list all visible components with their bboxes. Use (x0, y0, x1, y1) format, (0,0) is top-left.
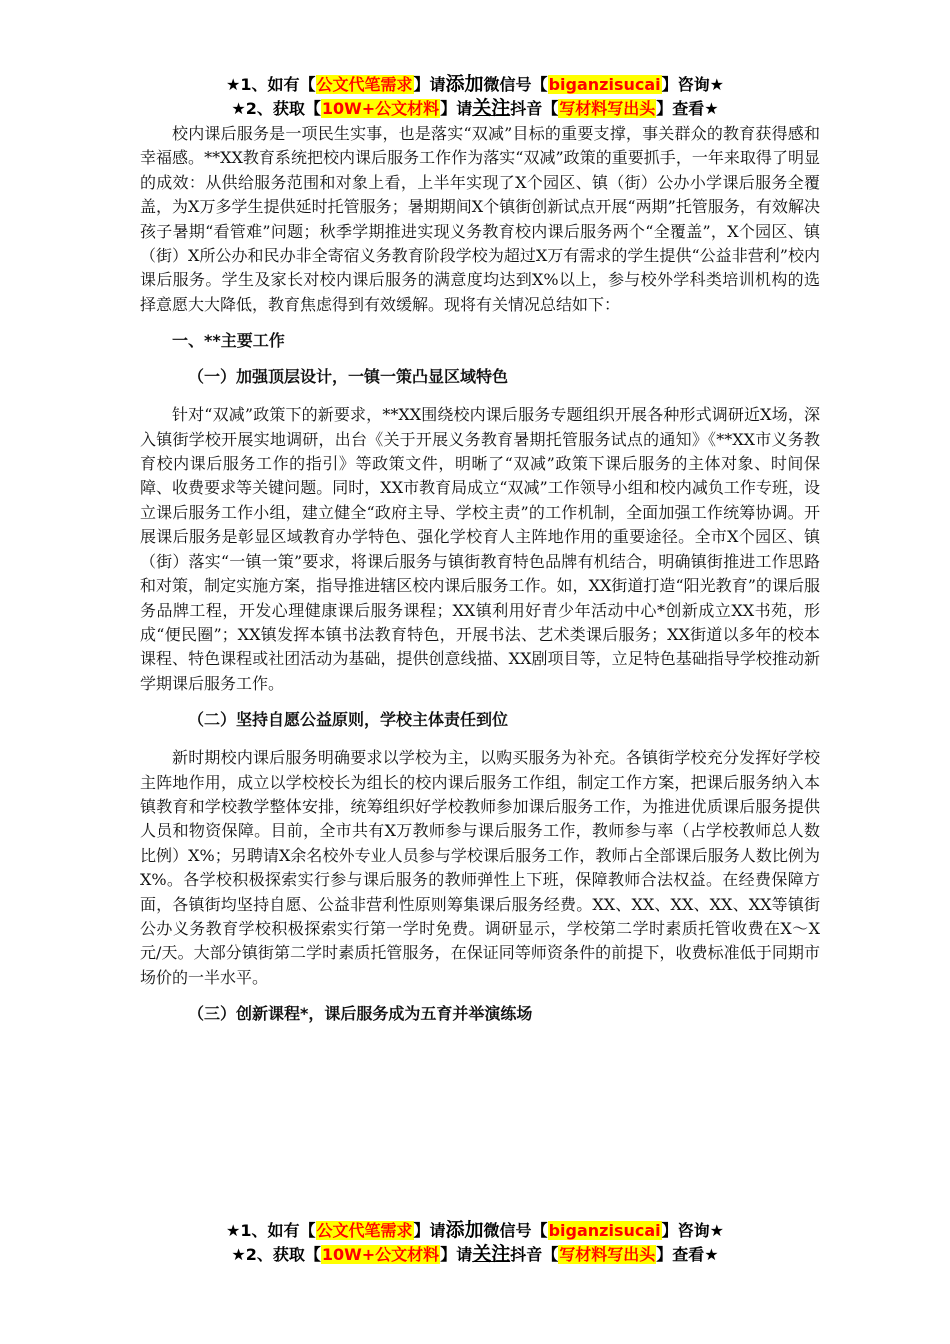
section-heading: 一、**主要工作 (172, 331, 285, 351)
subsection-heading-3: （三）创新课程*，课后服务成为五育并举演练场 (188, 1004, 533, 1024)
subsection-heading-1: （一）加强顶层设计，一镇一策凸显区域特色 (188, 367, 509, 387)
highlight-materials: 10W+公文材料 (321, 99, 440, 118)
highlight-service: 公文代笔需求 (316, 75, 413, 94)
promo-line-2: ★2、获取【10W+公文材料】请关注抖音【写材料写出头】查看★ (231, 97, 719, 119)
highlight-douyin-account: 写材料写出头 (559, 99, 656, 118)
promo-line-2-bottom: ★2、获取【10W+公文材料】请关注抖音【写材料写出头】查看★ (231, 1243, 719, 1265)
promo-line-1: ★1、如有【公文代笔需求】请添加微信号【biganzisucai】咨询★ (226, 73, 724, 95)
subsection-body-1: 针对“双减”政策下的新要求，**XX围绕校内课后服务专题组织开展各种形式调研近X场，深入镇街学校开展实地调研，出台《关于开展义务教育暑期托管服务试点的通知》《**XX市义务教育校内课后服务工作的指引》等政策文件，明晰了“双减”政策下课后服务的主体对象、时间保障、收费要求等关键问题。同时，XX市教育局成立“双减”工作领导小组和校内减负工作专班，设立课后服务工作小组，建立健全“政府主导、学校主责”的工作机制，全面加强工作统筹协调。开展课后服务是彰显区域教育办学特色、强化学校育人主阵地作用的重要途径。全市X个园区、镇（街）落实“一镇一策”要求，将课后服务与镇街教育特色品牌有机结合，明确镇街推进工作思路和对策，制定实施方案，指导推进辖区校内课后服务工作。如，XX街道打造“阳光教育”的课后服务品牌工程，开发心理健康课后服务课程；XX镇利用好青少年活动中心*创新成立XX书苑，形成“便民圈”；XX镇发挥本镇书法教育特色，开展书法、艺术类课后服务；XX街道以多年的校本课程、特色课程或社团活动为基础，提供创意线描、XX剧项目等，立足特色基础指导学校推动新学期课后服务工作。 (140, 405, 820, 693)
promo-banner-top (0, 72, 950, 120)
highlight-wechat-id: biganzisucai (548, 75, 661, 94)
intro-paragraph: 校内课后服务是一项民生实事，也是落实“双减”目标的重要支撑，事关群众的教育获得感和幸福感。**XX教育系统把校内课后服务工作作为落实“双减”政策的重要抓手，一年来取得了明显的成效：从供给服务范围和对象上看，上半年实现了X个园区、镇（街）公办小学课后服务全覆盖，为X万多学生提供延时托管服务；暑期期间X个镇街创新试点开展“两期”托管服务，有效解决孩子暑期“看管难”问题；秋季学期推进实现义务教育校内课后服务两个“全覆盖”，X个园区、镇（街）X所公办和民办非全寄宿义务教育阶段学校为超过X万有需求的学生提供“公益非营利”校内课后服务。学生及家长对校内课后服务的满意度均达到X%以上，参与校外学科类培训机构的选择意愿大大降低，教育焦虑得到有效缓解。现将有关情况总结如下： (140, 124, 820, 314)
promo-banner-bottom (0, 1218, 950, 1266)
subsection-body-2: 新时期校内课后服务明确要求以学校为主，以购买服务为补充。各镇街学校充分发挥好学校主阵地作用，成立以学校校长为组长的校内课后服务工作组，制定工作方案，把课后服务纳入本镇教育和学校教学整体安排，统筹组织好学校教师参加课后服务工作，为推进优质课后服务提供人员和物资保障。目前，全市共有X万教师参与课后服务工作，教师参与率（占学校教师总人数比例）X%；另聘请X余名校外专业人员参与学校课后服务工作，教师占全部课后服务人数比例为X%。各学校积极探索实行参与课后服务的教师弹性上下班，保障教师合法权益。在经费保障方面，各镇街均坚持自愿、公益非营利性原则筹集课后服务经费。XX、XX、XX、XX、XX等镇街公办义务教育学校积极探索实行第一学时免费。调研显示，学校第二学时素质托管收费在X～X元/天。大部分镇街第二学时素质托管服务，在保证同等师资条件的前提下，收费标准低于同期市场价的一半水平。 (140, 748, 820, 987)
subsection-heading-2: （二）坚持自愿公益原则，学校主体责任到位 (188, 710, 509, 730)
document-body (140, 122, 820, 1026)
promo-line-1-bottom: ★1、如有【公文代笔需求】请添加微信号【biganzisucai】咨询★ (226, 1219, 724, 1241)
